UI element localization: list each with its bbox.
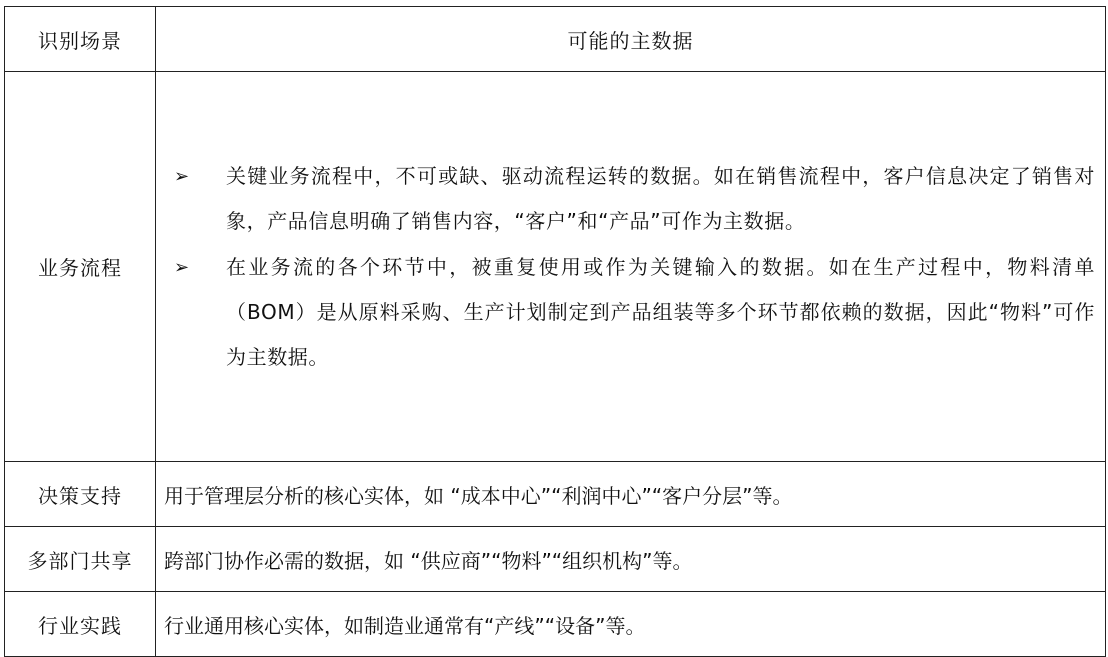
table-row bbox=[5, 592, 1106, 657]
row-content: 用于管理层分析的核心实体，如 “成本中心”“利润中心”“客户分层”等。 bbox=[156, 462, 1106, 527]
table-header-row bbox=[5, 7, 1106, 72]
bullet-item bbox=[170, 154, 1095, 244]
table-row bbox=[5, 527, 1106, 592]
master-data-table bbox=[4, 6, 1106, 657]
row-label: 行业实践 bbox=[5, 592, 156, 657]
arrow-bullet-icon: ➢ bbox=[174, 256, 190, 278]
row-label: 决策支持 bbox=[5, 462, 156, 527]
row-label: 业务流程 bbox=[5, 72, 156, 462]
row-content: 行业通用核心实体，如制造业通常有“产线”“设备”等。 bbox=[156, 592, 1106, 657]
header-master-data: 可能的主数据 bbox=[156, 7, 1106, 72]
arrow-bullet-icon: ➢ bbox=[174, 165, 190, 187]
bullet-item bbox=[170, 245, 1095, 380]
bullet-text: 在业务流的各个环节中，被重复使用或作为关键输入的数据。如在生产过程中，物料清单（BOM）是从原料采购、生产计划制定到产品组装等多个环节都依赖的数据，因此“物料”可作为主数据。 bbox=[226, 254, 1095, 369]
row-content bbox=[156, 72, 1106, 462]
bullet-text: 关键业务流程中，不可或缺、驱动流程运转的数据。如在销售流程中，客户信息决定了销售对象，产品信息明确了销售内容，“客户”和“产品”可作为主数据。 bbox=[226, 163, 1095, 233]
header-scenario: 识别场景 bbox=[5, 7, 156, 72]
table-row bbox=[5, 462, 1106, 527]
row-content: 跨部门协作必需的数据，如 “供应商”“物料”“组织机构”等。 bbox=[156, 527, 1106, 592]
table-row bbox=[5, 72, 1106, 462]
row-label: 多部门共享 bbox=[5, 527, 156, 592]
